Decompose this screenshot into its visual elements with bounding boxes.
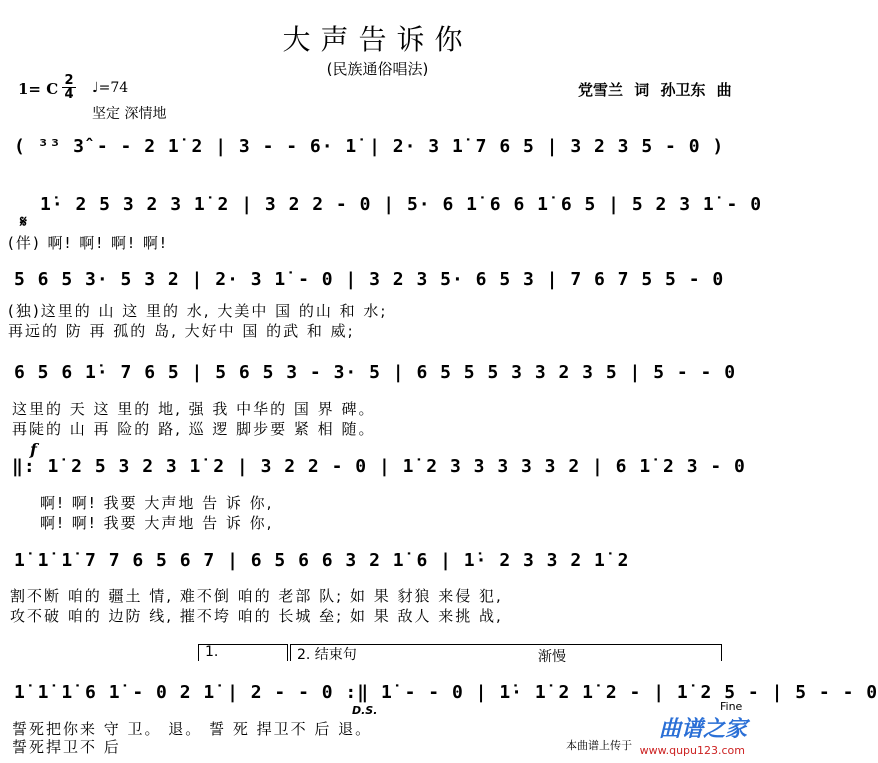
segno-sign: 𝄋 — [20, 212, 27, 231]
lyric-line-8: 割不断 咱的 疆土 情, 难不倒 咱的 老部 队; 如 果 豺狼 来侵 犯, — [10, 587, 503, 605]
score-line-4: 6 5 6 1̇· 7 6 5 | 5 6 5 3 - 3· 5 | 6 5 5 5 3 3 2 3 5 | 5 - - 0 — [14, 362, 737, 383]
volta-1-bracket — [198, 644, 288, 661]
subtitle: (民族通俗唱法) — [326, 60, 429, 78]
lyric-line-10: 誓死把你来 守 卫。 退。 誓 死 捍卫不 后 退。 — [12, 720, 373, 738]
credits: 党雪兰 词 孙卫东 曲 — [578, 81, 732, 99]
tempo-marking: ♩=74 — [92, 80, 129, 96]
time-signature — [62, 74, 76, 101]
lyric-line-5: 再陡的 山 再 险的 路, 巡 逻 脚步要 紧 相 随。 — [12, 420, 376, 438]
score-line-2: 1̇· 2 5 3 2 3 1̇ 2 | 3 2 2 - 0 | 5· 6 1̇ 6 6 1̇ 6 5 | 5 2 3 1̇ - 0 — [40, 194, 763, 215]
lyric-line-6: 啊! 啊! 我要 大声地 告 诉 你, — [40, 494, 274, 512]
lyric-line-1: (伴) 啊! 啊! 啊! 啊! — [8, 234, 168, 252]
dal-segno: D.S. — [352, 704, 378, 717]
volta-2-bracket — [290, 644, 722, 661]
volta-2-label: 2. 结束句 — [297, 647, 357, 663]
upload-note: 本曲谱上传于 — [566, 739, 632, 752]
lyric-line-3: 再远的 防 再 孤的 岛, 大好中 国 的武 和 威; — [8, 322, 355, 340]
meter-top: 2 — [64, 73, 74, 88]
score-line-1: ( ³³ 3̂ - - 2 1̇ 2 | 3 - - 6· 1̇ | 2· 3 1̇ 7 6 5 | 3 2 3 5 - 0 ) — [14, 136, 725, 157]
score-line-5: ‖: 1̇ 2 5 3 2 3 1̇ 2 | 3 2 2 - 0 | 1̇ 2 3 3 3 3 3 2 | 6 1̇ 2 3 - 0 — [12, 456, 746, 477]
dynamic-forte: f — [30, 440, 37, 459]
score-line-7: 1̇ 1̇ 1̇ 6 1̇ - 0 2 1̇ | 2 - - 0 :‖ 1̇ - - 0 | 1̇· 1̇ 2 1̇ 2 - | 1̇ 2 5 - | 5 - - 0 — [14, 682, 878, 703]
meter-bottom: 4 — [62, 87, 76, 101]
volta-1-label: 1. — [205, 644, 219, 660]
score-line-6: 1̇ 1̇ 1̇ 7 7 6 5 6 7 | 6 5 6 6 3 2 1̇ 6 | 1̇· 2 3 3 2 1̇ 2 — [14, 550, 630, 571]
score-line-3: 5 6 5 3· 5 3 2 | 2· 3 1̇ - 0 | 3 2 3 5· 6 5 3 | 7 6 7 5 5 - 0 — [14, 269, 725, 290]
site-watermark-url: www.qupu123.com — [639, 744, 745, 757]
lyric-line-11: 誓死捍卫不 后 — [12, 738, 121, 756]
key-signature: 1= C — [18, 80, 59, 98]
lyric-line-9: 攻不破 咱的 边防 线, 摧不垮 咱的 长城 垒; 如 果 敌人 来挑 战, — [10, 607, 503, 625]
expression-marking: 坚定 深情地 — [92, 106, 167, 122]
fine-marking: Fine — [720, 700, 743, 713]
ritardando-marking: 渐慢 — [538, 649, 566, 665]
lyric-line-4: 这里的 天 这 里的 地, 强 我 中华的 国 界 碑。 — [12, 400, 376, 418]
lyric-line-7: 啊! 啊! 我要 大声地 告 诉 你, — [40, 514, 274, 532]
site-watermark: 曲谱之家 — [658, 717, 747, 742]
page-title: 大声告诉你 — [282, 23, 473, 56]
lyric-line-2: (独)这里的 山 这 里的 水, 大美中 国 的山 和 水; — [8, 302, 388, 320]
